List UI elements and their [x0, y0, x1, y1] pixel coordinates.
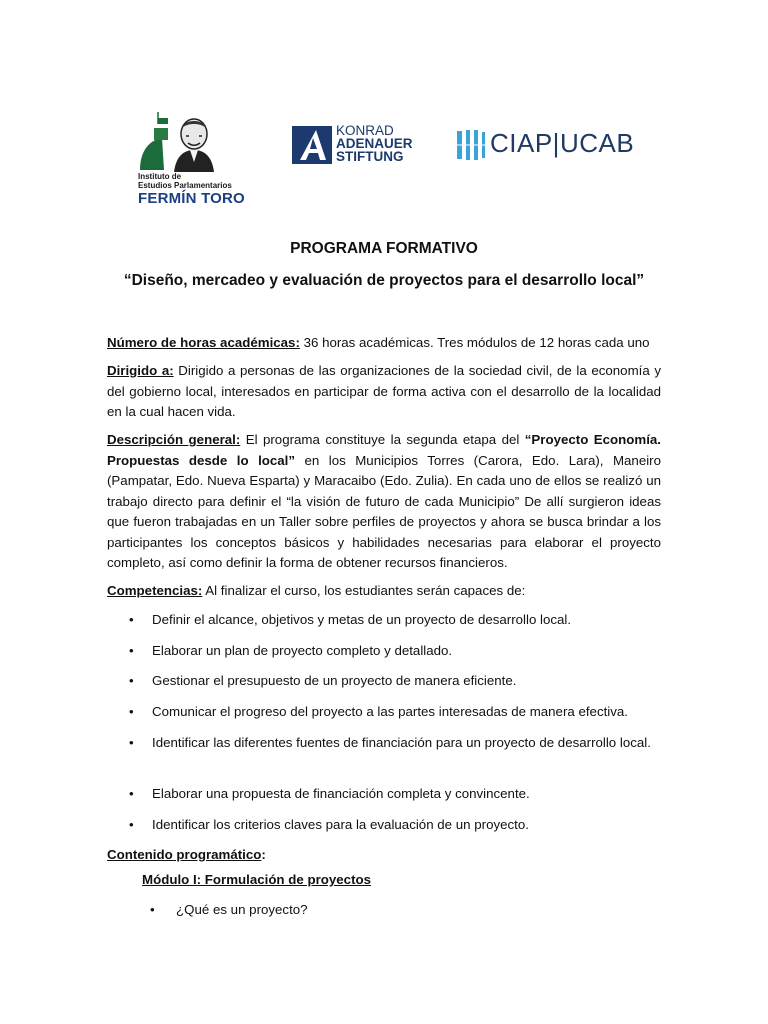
list-item [107, 733, 661, 754]
bullet-icon: • [129, 673, 134, 688]
bullet-icon: • [129, 704, 134, 719]
list-item [107, 671, 661, 692]
kas-mark-icon [292, 126, 332, 164]
competency-text: Identificar los criterios claves para la evaluación de un proyecto. [152, 817, 529, 832]
fermin-toro-logo [134, 110, 245, 207]
bullet-icon: • [129, 786, 134, 801]
competency-text: Definir el alcance, objetivos y metas de un proyecto de desarrollo local. [152, 612, 572, 627]
list-item [107, 641, 661, 662]
hours-paragraph [107, 333, 661, 354]
bullet-icon: • [129, 817, 134, 832]
module-1-item: ¿Qué es un proyecto? [176, 902, 308, 917]
audience-text: Dirigido a personas de las organizaciones de la sociedad civil, de la economía y del gobierno local, interesados en participar de forma activa con el desarrollo de la localidad en la cual hacen vida. [107, 363, 662, 419]
competencies-text: Al finalizar el curso, los estudiantes serán capaces de: [202, 583, 526, 598]
competency-text: Identificar las diferentes fuentes de financiación para un proyecto de desarrollo local. [152, 735, 651, 750]
bullet-icon: • [150, 902, 155, 917]
ciap-ucab-logo [456, 126, 636, 164]
hours-label: Número de horas académicas: [107, 335, 300, 350]
audience-paragraph [107, 361, 661, 423]
fermin-toro-line2: Estudios Parlamentarios [138, 181, 232, 190]
fermin-toro-line1: Instituto de [138, 172, 182, 181]
list-item [107, 610, 661, 631]
ciap-ucab-text: CIAP|UCAB [490, 128, 635, 158]
content-label: Contenido programático [107, 847, 262, 862]
description-text-after: en los Municipios Torres (Carora, Edo. Lara), Maneiro (Pampatar, Edo. Nueva Esparta) y Maracaibo (Edo. Zulia). En cada uno de ellos se realizó un trabajo directo para definir el “la visión de futuro de cada Municipio” De allí surgieron ideas que fueron trabajadas en un Taller sobre perfiles de proyectos y ahora se busca brindar a los participantes los conceptos básicos y habilidades necesarias para elaborar el proyecto completo, así como definir la forma de obtener recursos financieros. [107, 452, 661, 570]
list-item [150, 902, 308, 917]
description-bold: “Proyecto Economía. Propuestas desde lo local” [107, 432, 661, 468]
competency-text: Elaborar una propuesta de financiación completa y convincente. [152, 786, 530, 801]
document-title: PROGRAMA FORMATIVO [290, 240, 478, 257]
kas-line3: STIFTUNG [336, 149, 404, 164]
description-label: Descripción general: [107, 432, 241, 447]
ciap-mark-icon [456, 128, 488, 162]
document-subtitle: “Diseño, mercadeo y evaluación de proyectos para el desarrollo local” [123, 272, 645, 289]
konrad-adenauer-logo [292, 124, 442, 168]
kas-line1: KONRAD [336, 123, 394, 138]
content-colon: : [261, 847, 266, 862]
competencies-paragraph [107, 581, 661, 602]
description-text-before: El programa constituye la segunda etapa del [240, 432, 525, 447]
hours-text: 36 horas académicas. Tres módulos de 12 horas cada uno [299, 335, 650, 350]
portrait-emblem-icon [134, 110, 226, 172]
list-item [107, 784, 661, 805]
list-item [107, 815, 661, 836]
bullet-icon: • [129, 643, 134, 658]
competency-text: Gestionar el presupuesto de un proyecto de manera eficiente. [152, 673, 517, 688]
description-paragraph [107, 430, 661, 574]
competency-text: Comunicar el progreso del proyecto a las partes interesadas de manera efectiva. [152, 704, 628, 719]
bullet-icon: • [129, 735, 134, 750]
kas-line2: ADENAUER [336, 136, 413, 151]
fermin-toro-line3: FERMÍN TORO [138, 190, 245, 207]
content-heading [107, 845, 661, 866]
module-1-heading: Módulo I: Formulación de proyectos [142, 872, 372, 887]
list-item [107, 702, 661, 723]
competency-text: Elaborar un plan de proyecto completo y detallado. [152, 643, 453, 658]
competencies-label: Competencias: [107, 583, 203, 598]
audience-label: Dirigido a: [107, 363, 174, 378]
bullet-icon: • [129, 612, 134, 627]
